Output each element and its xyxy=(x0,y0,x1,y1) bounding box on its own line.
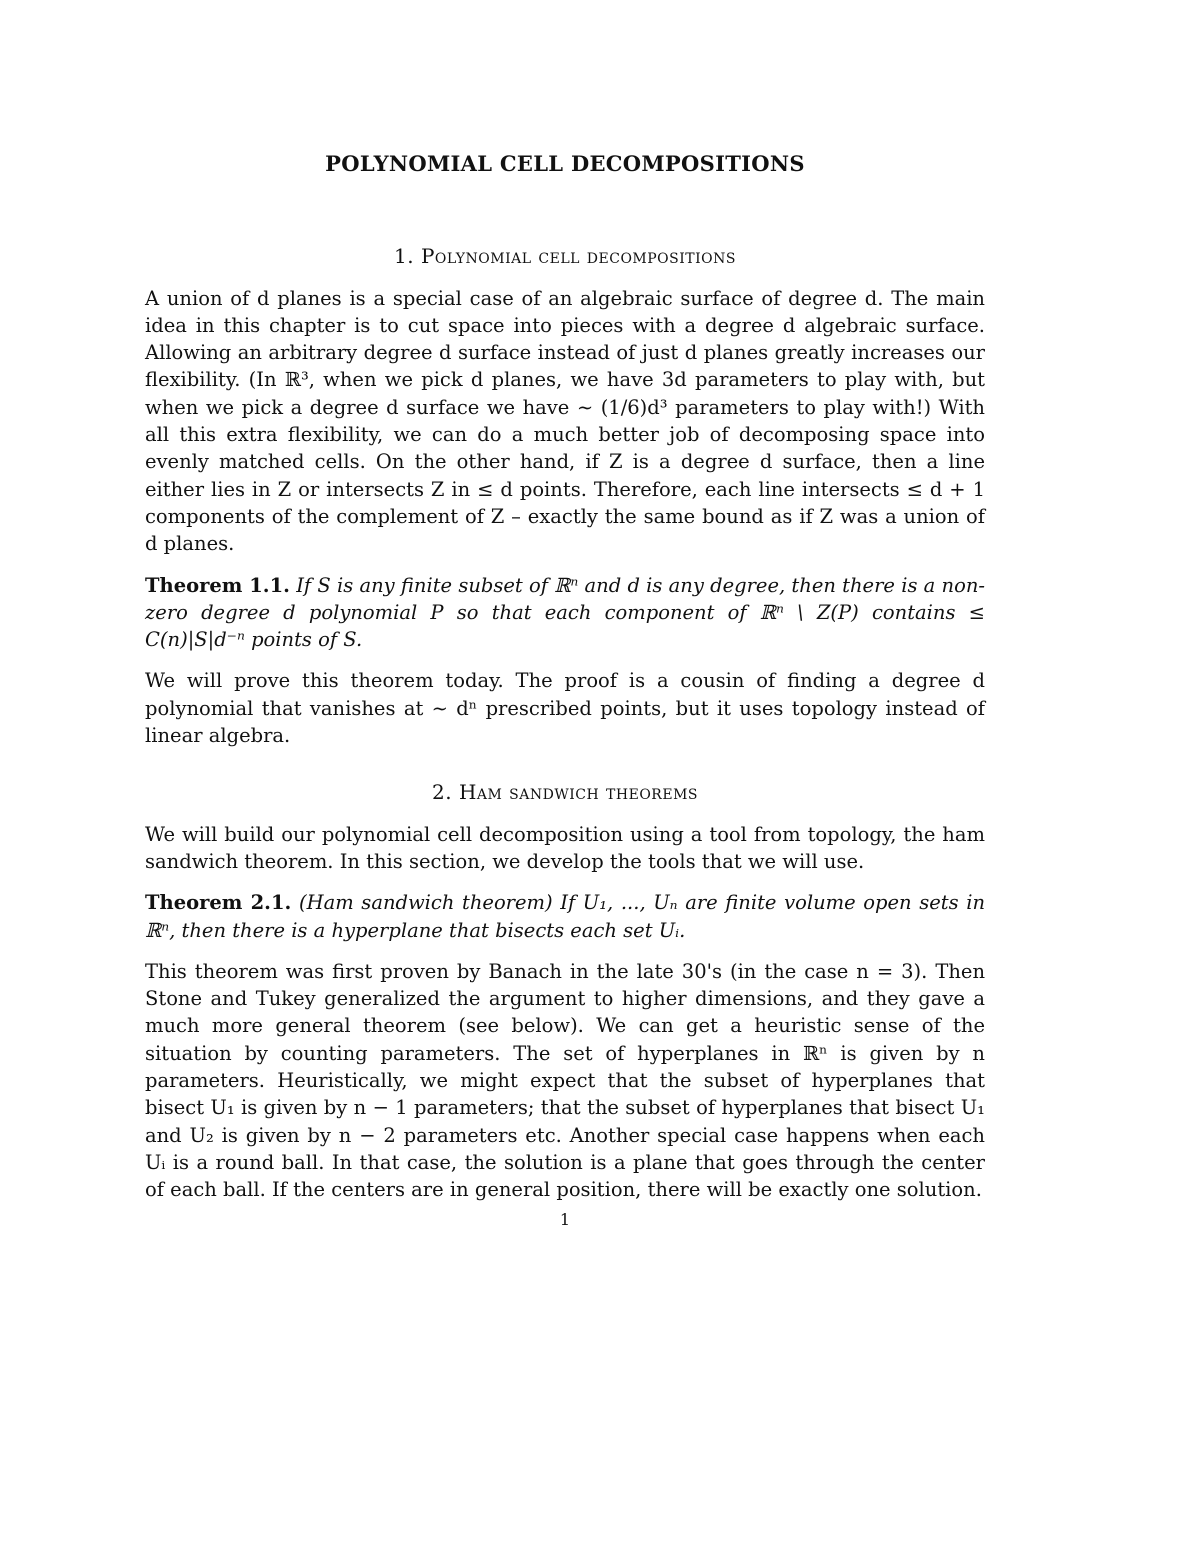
section-1-paragraph-2: We will prove this theorem today. The proof is a cousin of finding a degree d polynomial that vanishes at ∼ dⁿ prescribed points, but it uses topology instead of linear algebra. xyxy=(145,669,985,748)
section-2-paragraph-1: We will build our polynomial cell decomposition using a tool from topology, the ham sandwich theorem. In this section, we develop the tools that we will use. xyxy=(145,822,985,873)
theorem-2-1-label: Theorem 2.1. xyxy=(145,891,292,915)
section-1-heading: 1. Polynomial cell decompositions xyxy=(394,244,736,269)
theorem-1-1-statement: If S is any finite subset of ℝⁿ and d is any degree, then there is a non-zero degree d polynomial P so that each component of ℝⁿ \ Z(P) contains ≤ C(n)|S|d⁻ⁿ points of S. xyxy=(145,573,985,652)
document-title: POLYNOMIAL CELL DECOMPOSITIONS xyxy=(325,151,805,176)
section-1-paragraph-1: A union of d planes is a special case of an algebraic surface of degree d. The main idea in this chapter is to cut space into pieces with a degree d algebraic surface. Allowing an arbitrary degree d surface instead of just d planes greatly increases our flexibility. (In ℝ³, when we pick d planes, we have 3d parameters to play with, but when we pick a degree d surface we have ∼ (1/6)d³ parameters to play with!) With all this extra flexibility, we can do a much better job of decomposing space into evenly matched cells. On the other hand, if Z is a degree d surface, then a line either lies in Z or intersects Z in ≤ d points. Therefore, each line intersects ≤ d + 1 components of the complement of Z – exactly the same bound as if Z was a union of d planes. xyxy=(145,286,985,556)
theorem-2-1 xyxy=(145,889,985,944)
section-2-heading: 2. Ham sandwich theorems xyxy=(432,780,698,805)
page-number: 1 xyxy=(559,1209,571,1229)
section-2-paragraph-2: This theorem was first proven by Banach in the late 30's (in the case n = 3). Then Stone and Tukey generalized the argument to higher dimensions, and they gave a much more general theorem (see below). We can get a heuristic sense of the situation by counting parameters. The set of hyperplanes in ℝⁿ is given by n parameters. Heuristically, we might expect that the subset of hyperplanes that bisect U₁ is given by n − 1 parameters; that the subset of hyperplanes that bisect U₁ and U₂ is given by n − 2 parameters etc. Another special case happens when each Uᵢ is a round ball. In that case, the solution is a plane that goes through the center of each ball. If the centers are in general position, there will be exactly one solution. xyxy=(145,959,985,1202)
theorem-2-1-statement: (Ham sandwich theorem) If U₁, ..., Uₙ are finite volume open sets in ℝⁿ, then there is a hyperplane that bisects each set Uᵢ. xyxy=(145,891,986,942)
paper-page xyxy=(145,140,985,1230)
theorem-1-1-label: Theorem 1.1. xyxy=(145,573,290,597)
theorem-1-1 xyxy=(145,572,985,654)
